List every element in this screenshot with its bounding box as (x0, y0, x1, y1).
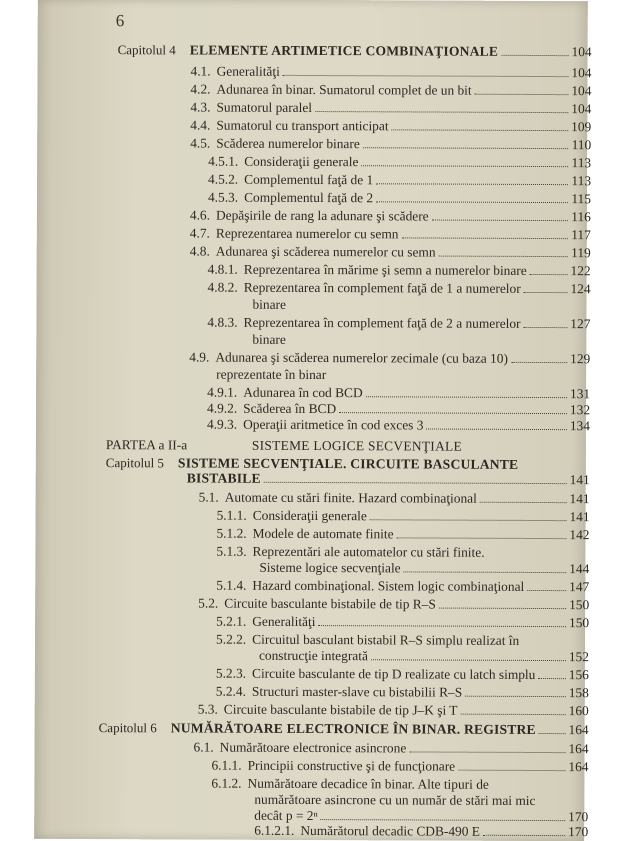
toc-number: 4.9. (189, 349, 210, 365)
toc-number: 5.2.1. (216, 613, 247, 629)
dot-leader (376, 201, 568, 203)
dot-leader (401, 237, 568, 239)
toc-number: 5.1.3. (216, 543, 247, 559)
dot-leader (264, 482, 567, 484)
toc-number: 5.3. (197, 701, 218, 717)
toc-continuation: numărătoare asincrone cu un număr de stări mai mic (254, 791, 536, 808)
toc-number: 4.8.3. (207, 314, 238, 330)
toc-chapter-5 (106, 456, 590, 472)
toc-chapter-4 (118, 43, 592, 59)
toc-number: 4.1. (190, 63, 211, 79)
toc-title: Generalităţi (252, 613, 316, 630)
toc-title: Operaţii aritmetice în cod exces 3 (243, 416, 424, 433)
toc-page: 144 (569, 561, 590, 577)
toc-number: 4.9.1. (207, 384, 238, 400)
dot-leader (527, 590, 566, 591)
toc-page: 122 (570, 263, 591, 279)
toc-number: 4.6. (189, 207, 211, 223)
book-page (34, 0, 592, 841)
dot-leader (363, 147, 569, 149)
toc-number: 4.8. (189, 243, 210, 259)
toc-number: 6.1.2.1. (254, 822, 295, 838)
toc-continuation: reprezentate în binar (216, 366, 327, 383)
toc-page: 164 (568, 741, 589, 757)
toc-entry (198, 597, 589, 613)
toc-title: NUMĂRĂTOARE ELECTRONICE ÎN BINAR. REGISTRE (170, 720, 536, 737)
toc-continuation: BISTABILE (186, 470, 261, 486)
toc-page: 104 (571, 83, 592, 99)
toc-title: Circuite basculante bistabile de tip J–K şi T (223, 701, 458, 718)
part-heading (105, 437, 536, 454)
dot-leader (539, 733, 566, 734)
toc-title: Consideraţii generale (252, 507, 367, 524)
toc-entry (190, 136, 591, 152)
toc-entry (216, 667, 589, 683)
toc-page: 170 (568, 809, 589, 825)
toc-number: 5.1.4. (216, 577, 247, 593)
dot-leader (366, 396, 567, 398)
dot-leader (371, 659, 566, 661)
toc-entry (207, 418, 590, 434)
toc-entry (207, 402, 590, 418)
toc-entry (207, 316, 590, 332)
toc-chapter-5-cont (187, 471, 590, 487)
toc-page: 115 (571, 191, 592, 207)
toc-number: 5.2.3. (215, 665, 247, 681)
toc-title: Circuitul basculant bistabil R–S simplu realizat în (252, 631, 520, 648)
toc-entry (216, 527, 589, 543)
dot-leader (501, 55, 568, 56)
toc-title: Principii constructive şi de funcţionare (247, 757, 456, 774)
toc-entry (208, 191, 591, 207)
toc-page: 104 (571, 65, 592, 81)
toc-continuation: decât p = 2ⁿ (254, 807, 318, 824)
toc-page: 170 (568, 824, 589, 840)
toc-page: 131 (569, 386, 591, 402)
toc-title: Adunarea în cod BCD (243, 384, 363, 401)
toc-entry (189, 350, 590, 366)
toc-title: Depăşirile de rang la adunare şi scădere (215, 207, 429, 224)
dot-leader (432, 220, 569, 222)
toc-entry (190, 100, 591, 116)
toc-page: 109 (571, 119, 592, 135)
dot-leader (465, 696, 566, 697)
dot-leader (460, 714, 565, 715)
toc-page: 110 (571, 137, 592, 153)
toc-continuation: binare (252, 331, 286, 347)
toc-title: Scăderea numerelor binare (216, 135, 360, 152)
toc-entry (199, 491, 590, 507)
dot-leader (283, 75, 569, 77)
toc-entry (190, 64, 591, 80)
toc-page: 156 (568, 667, 589, 683)
toc-number: 4.7. (189, 225, 210, 241)
dot-leader (318, 625, 566, 627)
toc-page: 134 (569, 418, 591, 434)
toc-entry (207, 386, 590, 402)
toc-number: 5.2.4. (215, 683, 246, 699)
toc-number: 4.5.1. (208, 153, 239, 169)
toc-title: Consideraţii generale (244, 153, 359, 170)
toc-page: 141 (569, 491, 590, 507)
toc-page: 119 (571, 245, 591, 261)
toc-entry (190, 226, 591, 242)
dot-leader (439, 256, 569, 258)
toc-entry-cont (254, 809, 588, 824)
toc-number: 5.1.2. (216, 525, 247, 541)
dot-leader (524, 292, 568, 293)
toc-page: 152 (568, 649, 590, 665)
chapter-label: Capitolul 6 (98, 720, 157, 736)
toc-title: Adunarea şi scăderea numerelor zecimale (cu baza 10) (215, 349, 508, 366)
toc-continuation: construcţie integrată (258, 647, 368, 664)
page-number: 6 (115, 11, 125, 31)
toc-page: 141 (569, 472, 590, 488)
toc-title: Numărătoare decadice în binar. Alte tipuri de (247, 775, 489, 792)
toc-number: 6.1.1. (211, 757, 242, 773)
toc-title: Structuri master-slave cu bistabilii R–S (251, 683, 463, 700)
toc-title: Sumatorul cu transport anticipat (216, 117, 389, 134)
dot-leader (475, 94, 569, 95)
toc-number: 4.2. (190, 81, 211, 97)
toc-entry (216, 545, 589, 561)
dot-leader (409, 751, 565, 753)
toc-title: Complementul faţă de 2 (244, 189, 374, 206)
toc-page: 158 (568, 685, 589, 701)
toc-page: 132 (569, 402, 591, 418)
toc-entry (208, 281, 591, 297)
toc-entry-cont (259, 561, 589, 576)
toc-continuation: Sisteme logice secvenţiale (259, 559, 401, 576)
toc-page: 142 (569, 527, 590, 543)
toc-number: 4.3. (190, 99, 211, 115)
dot-leader (458, 770, 565, 771)
dot-leader (361, 165, 568, 167)
toc-title: Circuite basculante de tip D realizate cu latch simplu (252, 665, 536, 682)
chapter-label: Capitolul 4 (117, 42, 176, 58)
toc-title: Adunarea şi scăderea numerelor cu semn (215, 243, 436, 260)
toc-chapter-6 (99, 721, 589, 737)
toc-page: 141 (569, 509, 590, 525)
toc-page: 104 (571, 44, 592, 60)
toc-entry (208, 263, 591, 279)
toc-entry (211, 759, 588, 775)
dot-leader (315, 111, 568, 113)
toc-title: Numărătorul decadic CDB-490 E (300, 822, 481, 839)
toc-title: Complementul faţă de 1 (244, 171, 374, 188)
toc-title: Reprezentarea în mărime şi semn a numerelor binare (243, 261, 527, 278)
toc-title: Scăderea în BCD (243, 400, 337, 417)
toc-page: 127 (570, 316, 591, 332)
dot-leader (404, 571, 567, 573)
toc-title: Sumatorul paralel (216, 99, 313, 116)
toc-number: 5.2. (198, 595, 219, 611)
chapter-label: Capitolul 5 (105, 455, 164, 471)
toc-page: 150 (568, 615, 590, 631)
toc-title: Generalităţi (216, 63, 280, 79)
toc-title: Circuite basculante bistabile de tip R–S (224, 595, 436, 612)
dot-leader (392, 129, 569, 131)
toc-entry (190, 118, 591, 134)
dot-leader (483, 835, 565, 836)
toc-continuation: binare (252, 296, 287, 312)
dot-leader (511, 362, 567, 363)
toc-page: 164 (568, 759, 589, 775)
toc-title: Reprezentarea numerelor cu semn (215, 225, 399, 242)
toc-entry (190, 244, 591, 260)
toc-number: 5.1.1. (216, 507, 247, 523)
toc-entry (211, 777, 588, 793)
toc-page: 160 (568, 703, 589, 719)
toc-entry (216, 615, 589, 631)
toc-number: 4.5.3. (207, 189, 239, 205)
dot-leader (439, 608, 566, 610)
toc-page: 113 (571, 173, 592, 189)
toc-number: 4.8.1. (207, 261, 238, 277)
toc-number: 6.1. (193, 739, 214, 755)
dot-leader (538, 678, 565, 679)
toc-page: 150 (569, 597, 590, 613)
toc-title: SISTEME SECVENŢIALE. CIRCUITE BASCULANTE (177, 455, 519, 472)
toc-title: Modele de automate finite (252, 525, 394, 542)
toc-entry (198, 703, 589, 719)
toc-number: 4.9.3. (206, 416, 238, 432)
dot-leader (524, 327, 568, 328)
part-title: SISTEME LOGICE SECVENŢIALE (251, 437, 463, 454)
toc-title: Hazard combinaţional. Sistem logic combinaţional (252, 577, 525, 594)
toc-page: 113 (571, 155, 592, 171)
toc-entry-cont (259, 649, 589, 664)
toc-number: 4.5.2. (208, 171, 239, 187)
toc-entry (216, 579, 589, 595)
dot-leader (370, 519, 567, 521)
toc-number: 4.9.2. (207, 400, 238, 416)
dot-leader (376, 183, 568, 185)
dot-leader (339, 412, 567, 414)
toc-entry (190, 208, 591, 224)
part-label: PARTEA a II-a (105, 437, 188, 453)
toc-number: 4.4. (190, 117, 211, 133)
toc-title: Reprezentarea în complement faţă de 1 a numerelor (243, 279, 521, 296)
toc-number: 5.1. (198, 489, 219, 505)
dot-leader (426, 429, 566, 431)
toc-title: Reprezentări ale automatelor cu stări finite. (252, 543, 485, 560)
toc-page: 104 (571, 101, 592, 117)
toc-title: Numărătoare electronice asincrone (219, 739, 407, 756)
toc-page: 116 (571, 209, 591, 225)
toc-title: ELEMENTE ARTIMETICE COMBINAŢIONALE (189, 42, 499, 59)
toc-entry (216, 685, 589, 701)
toc-page: 117 (571, 227, 591, 243)
toc-entry (208, 173, 591, 189)
toc-number: 4.5. (190, 135, 211, 151)
toc-number: 6.1.2. (211, 775, 242, 791)
dot-leader (480, 502, 567, 503)
toc-entry (217, 509, 590, 525)
toc-number: 4.8.2. (207, 279, 238, 295)
toc-entry (194, 740, 589, 756)
toc-page: 124 (570, 281, 591, 297)
toc-entry (208, 155, 591, 171)
toc-page: 129 (570, 351, 591, 367)
dot-leader (397, 537, 567, 539)
toc-title: Automate cu stări finite. Hazard combinaţional (224, 489, 477, 506)
toc-number: 5.2.2. (216, 631, 247, 647)
toc-title: Reprezentarea în complement faţă de 2 a numerelor (243, 314, 521, 331)
toc-entry (254, 824, 588, 839)
toc-entry (216, 633, 589, 649)
dot-leader (530, 274, 568, 275)
toc-title: Adunarea în binar. Sumatorul complet de un bit (216, 81, 472, 98)
dot-leader (321, 819, 565, 821)
toc-page: 164 (568, 722, 589, 738)
toc-entry (190, 82, 591, 98)
toc-page: 147 (569, 579, 590, 595)
